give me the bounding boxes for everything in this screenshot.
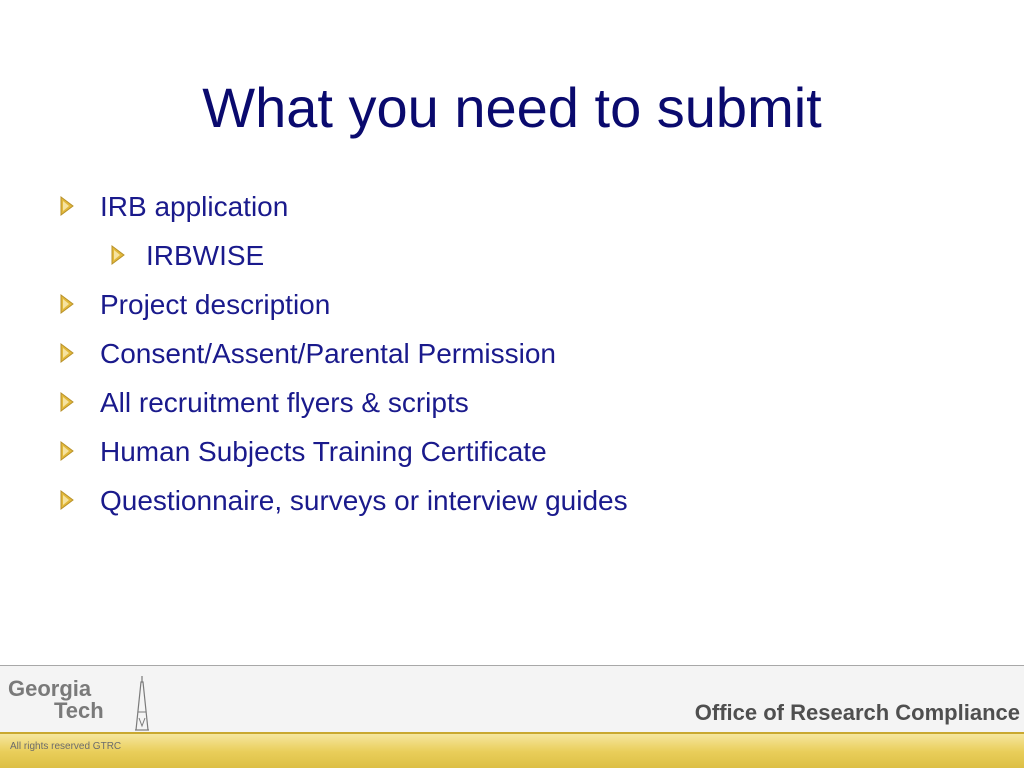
logo-tech-text: Tech [54,698,104,723]
gold-bar-edge [0,732,1024,734]
bullet-item [0,182,1024,231]
arrow-chevron-icon [111,245,125,265]
bullet-item [0,427,1024,476]
arrow-chevron-icon [60,196,74,216]
copyright-text: All rights reserved GTRC [10,741,122,752]
bullet-item [0,329,1024,378]
arrow-chevron-icon [60,441,74,461]
bullet-text: Consent/Assent/Parental Permission [100,338,556,369]
tech-tower-icon [130,676,154,732]
bullet-item [0,476,1024,525]
arrow-chevron-icon [60,392,74,412]
arrow-chevron-icon [60,343,74,363]
bullet-list [0,182,1024,525]
bullet-item [0,280,1024,329]
bullet-text: All recruitment flyers & scripts [100,387,469,418]
bullet-text: Project description [100,289,331,320]
footer [0,666,1024,732]
arrow-chevron-icon [60,490,74,510]
georgia-tech-logo [8,676,158,732]
slide-title: What you need to submit [202,76,822,139]
bullet-text: IRB application [100,191,289,222]
arrow-chevron-icon [60,294,74,314]
bullet-item [0,231,1024,280]
logo-georgia-text: Georgia [8,676,92,701]
footer-gold-bar [0,732,1024,768]
bullet-text: Human Subjects Training Certificate [100,436,547,467]
bullet-text: Questionnaire, surveys or interview guides [100,485,628,516]
bullet-text: IRBWISE [146,240,265,271]
bullet-item [0,378,1024,427]
organization-name: Office of Research Compliance [694,700,1020,725]
